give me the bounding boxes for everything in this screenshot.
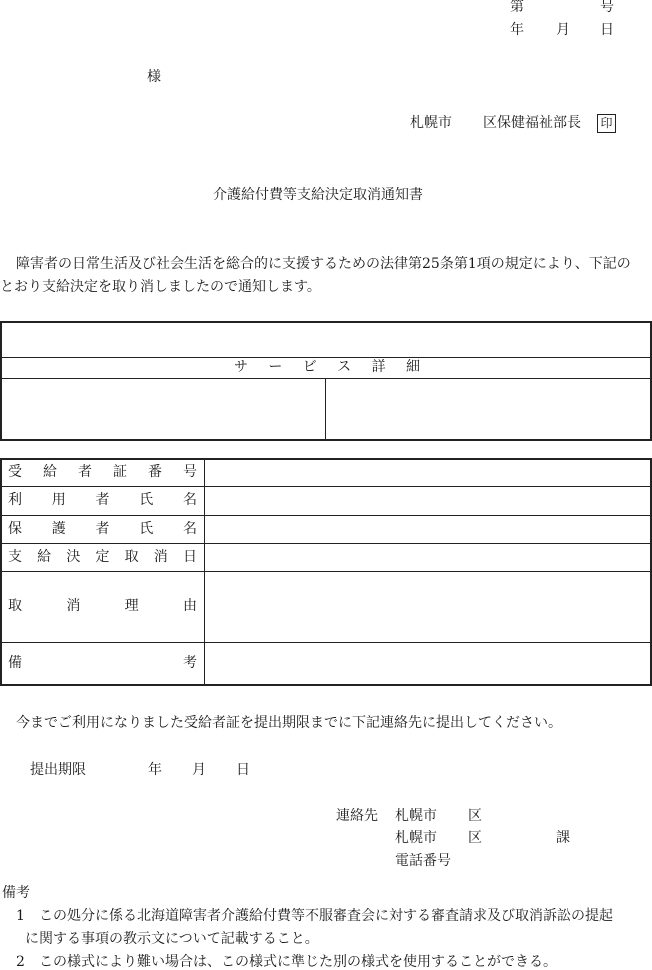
contact-ward-1: 区 bbox=[468, 808, 482, 824]
contact-ward-2: 区 bbox=[468, 830, 482, 846]
note-2-number: 2 bbox=[16, 954, 25, 970]
deadline-label: 提出期限 bbox=[30, 762, 86, 778]
deadline-year: 年 bbox=[148, 762, 162, 778]
note-2-line-1: この様式により難い場合は、この様式に準じた別の様式を使用することができる。 bbox=[39, 954, 557, 970]
notes-heading: 備考 bbox=[2, 885, 30, 901]
row-label-cancellation-date: 支 給 決 定 取 消 日 bbox=[8, 549, 197, 565]
intro-line-1: 障害者の日常生活及び社会生活を総合的に支援するための法律第25条第1項の規定により、下記の bbox=[16, 256, 631, 272]
date-year-label: 年 bbox=[510, 22, 524, 38]
note-1-number: 1 bbox=[16, 908, 25, 924]
row-label-guardian-name: 保 護 者 氏 名 bbox=[8, 521, 197, 537]
deadline-day: 日 bbox=[236, 762, 250, 778]
note-1-line-2: に関する事項の教示文について記載すること。 bbox=[25, 931, 319, 947]
contact-section: 課 bbox=[556, 830, 570, 846]
note-1-line-1: この処分に係る北海道障害者介護給付費等不服審査会に対する審査請求及び取消訴訟の提起 bbox=[39, 908, 613, 924]
addressee-sama: 様 bbox=[147, 69, 161, 85]
deadline-month: 月 bbox=[192, 762, 206, 778]
contact-label: 連絡先 bbox=[336, 808, 378, 824]
sender-title: 区保健福祉部長 bbox=[483, 115, 581, 131]
return-notice: 今までご利用になりました受給者証を提出期限までに下記連絡先に提出してください。 bbox=[16, 715, 562, 731]
date-day-label: 日 bbox=[600, 22, 614, 38]
go-label: 号 bbox=[600, 0, 614, 15]
document-title: 介護給付費等支給決定取消通知書 bbox=[213, 187, 423, 203]
sender-city: 札幌市 bbox=[410, 115, 452, 131]
service-detail-heading: サ ー ビ ス 詳 細 bbox=[234, 359, 420, 375]
contact-phone-label: 電話番号 bbox=[395, 853, 451, 869]
dai-label: 第 bbox=[510, 0, 524, 15]
contact-city-1: 札幌市 bbox=[395, 808, 437, 824]
row-label-user-name: 利 用 者 氏 名 bbox=[8, 492, 197, 508]
row-label-cancellation-reason: 取 消 理 由 bbox=[8, 598, 197, 614]
row-label-certificate-number: 受 給 者 証 番 号 bbox=[8, 464, 197, 480]
row-label-remarks: 備 考 bbox=[8, 655, 197, 671]
intro-line-2: とおり支給決定を取り消しましたので通知します。 bbox=[0, 279, 321, 295]
date-month-label: 月 bbox=[556, 22, 570, 38]
contact-city-2: 札幌市 bbox=[395, 830, 437, 846]
seal-box: 印 bbox=[597, 114, 616, 133]
